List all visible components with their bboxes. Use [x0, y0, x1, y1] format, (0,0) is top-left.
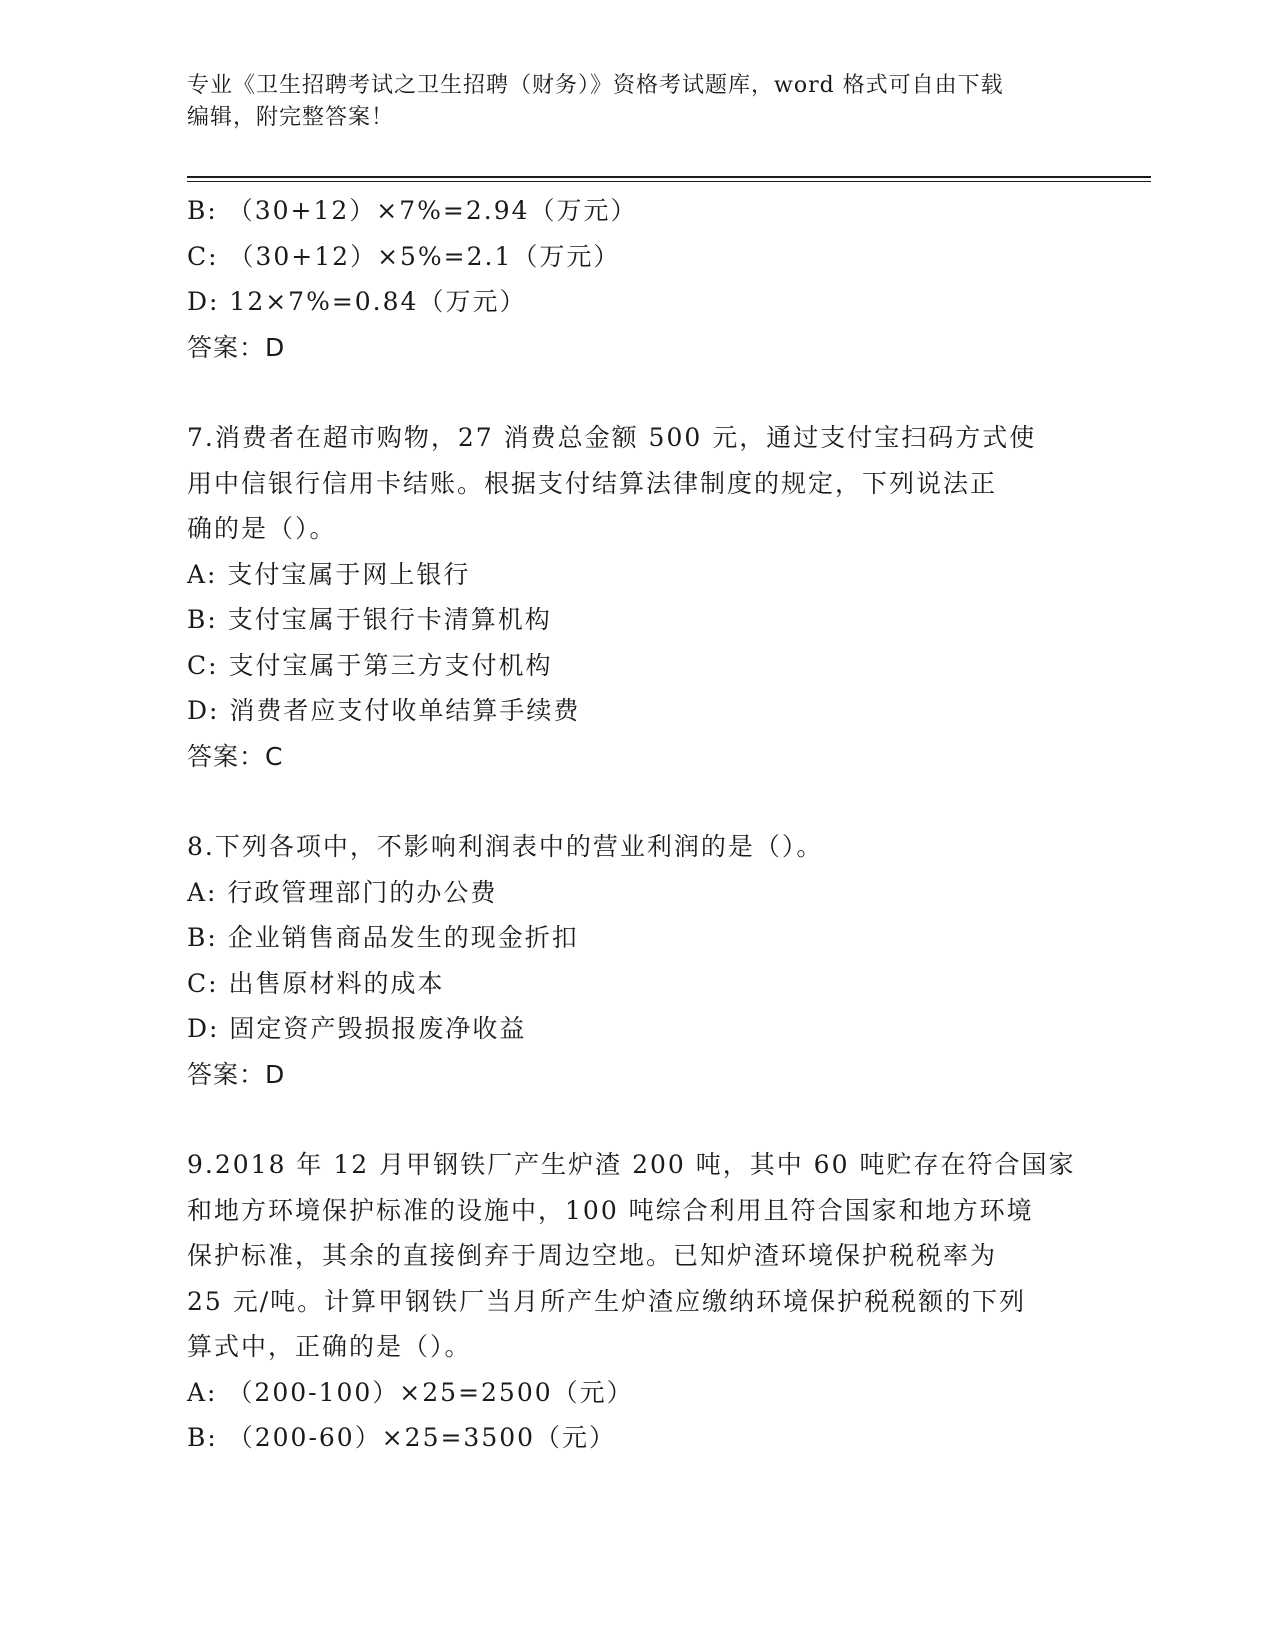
option-a: A: 支付宝属于网上银行 [187, 559, 471, 589]
question-stem-line: 7.消费者在超市购物，27 消费总金额 500 元，通过支付宝扫码方式使 [187, 423, 1037, 452]
option-c: C: （30+12）×5%=2.1（万元） [187, 241, 621, 271]
answer-line: 答案：D [187, 332, 286, 362]
question-stem-line: 用中信银行信用卡结账。根据支付结算法律制度的规定，下列说法正 [187, 468, 998, 498]
option-d: D: 固定资产毁损报废净收益 [187, 1014, 527, 1043]
answer-line: 答案：C [187, 741, 284, 771]
question-content [187, 188, 1087, 1461]
question-stem-line: 8.下列各项中，不影响利润表中的营业利润的是（）。 [187, 832, 824, 861]
option-d: D: 消费者应支付收单结算手续费 [187, 696, 581, 725]
option-b: B: 支付宝属于银行卡清算机构 [187, 605, 552, 634]
option-a: A: 行政管理部门的办公费 [187, 877, 498, 907]
answer-line: 答案：D [187, 1059, 286, 1089]
question-7 [187, 415, 1087, 779]
header-divider-thin [187, 181, 1151, 182]
option-d: D: 12×7%=0.84（万元） [187, 287, 527, 316]
question-stem-line: 和地方环境保护标准的设施中，100 吨综合利用且符合国家和地方环境 [187, 1195, 1034, 1225]
prev-question [187, 188, 1087, 370]
question-stem-line: 9.2018 年 12 月甲钢铁厂产生炉渣 200 吨，其中 60 吨贮存在符合国家 [187, 1150, 1076, 1179]
option-b: B: （200-60）×25=3500（元） [187, 1423, 617, 1452]
question-stem-line: 确的是（）。 [187, 514, 337, 543]
question-stem-line: 25 元/吨。计算甲钢铁厂当月所产生炉渣应缴纳环境保护税税额的下列 [187, 1286, 1027, 1316]
question-stem-line: 算式中，正确的是（）。 [187, 1332, 472, 1361]
header-line-1: 专业《卫生招聘考试之卫生招聘（财务）》资格考试题库，word 格式可自由下载 [187, 73, 1004, 98]
option-a: A: （200-100）×25=2500（元） [187, 1377, 634, 1407]
option-c: C: 出售原材料的成本 [187, 968, 445, 998]
option-b: B: 企业销售商品发生的现金折扣 [187, 923, 579, 952]
option-c: C: 支付宝属于第三方支付机构 [187, 650, 553, 680]
question-9 [187, 1142, 1087, 1461]
header-line-2: 编辑，附完整答案！ [187, 105, 395, 130]
question-stem-line: 保护标准，其余的直接倒弃于周边空地。已知炉渣环境保护税税率为 [187, 1241, 998, 1270]
document-header [187, 70, 1087, 134]
question-8 [187, 824, 1087, 1097]
option-b: B: （30+12）×7%=2.94（万元） [187, 196, 638, 225]
header-divider-thick [187, 176, 1151, 178]
